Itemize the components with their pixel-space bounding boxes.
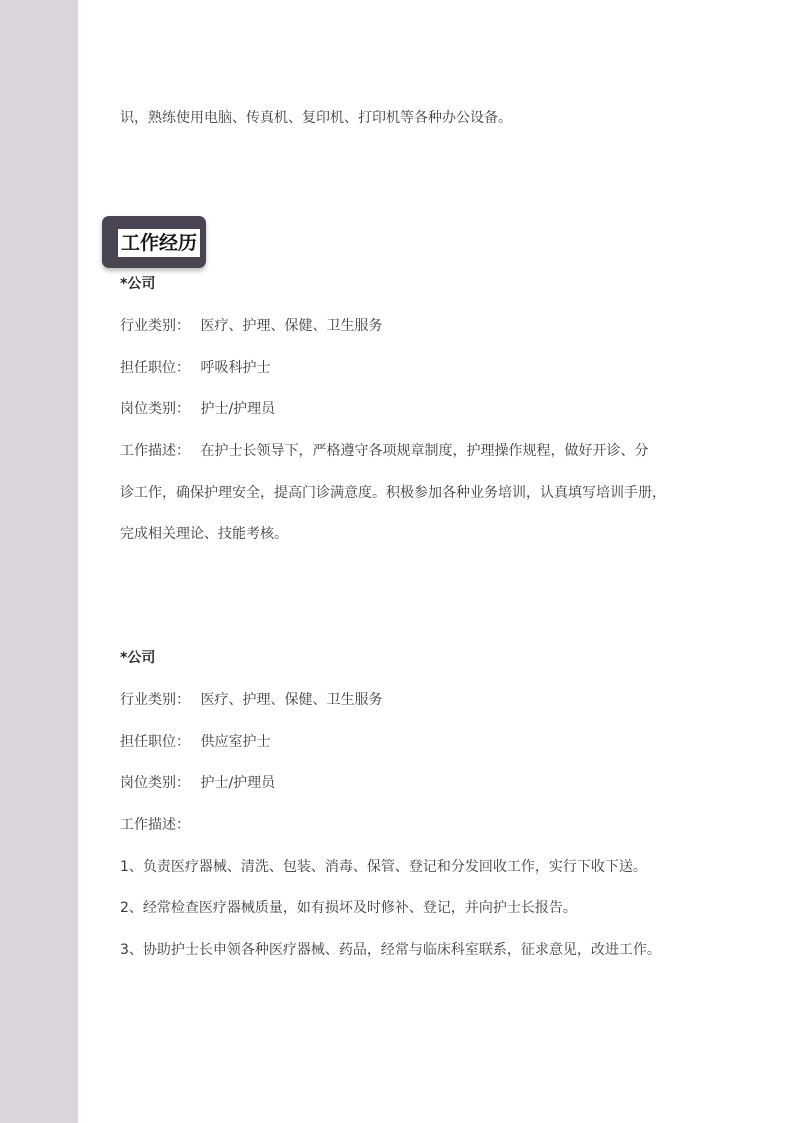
job-2-category-value: 护士/护理员 [200, 775, 276, 791]
job-1-category-value: 护士/护理员 [200, 401, 276, 417]
section-title: 工作经历 [118, 229, 200, 257]
job-2-desc-line-1: 1、负责医疗器械、清洗、包装、消毒、保管、登记和分发回收工作，实行下收下送。 [120, 859, 647, 875]
job-2-industry-label: 行业类别： [120, 692, 190, 708]
job-2-industry-value: 医疗、护理、保健、卫生服务 [200, 692, 383, 708]
job-2-category-row [120, 773, 275, 793]
job-1-desc-line-2: 诊工作，确保护理安全，提高门诊满意度。积极参加各种业务培训，认真填写培训手册， [120, 485, 666, 501]
job-1-industry-row [120, 316, 382, 336]
job-2-company: *公司 [120, 650, 156, 666]
job-1-category-label: 岗位类别： [120, 401, 190, 417]
job-1-desc-label: 工作描述： [120, 443, 190, 459]
job-2-position-label: 担任职位： [120, 734, 190, 750]
job-1-position-value: 呼吸科护士 [200, 360, 271, 376]
resume-page [120, 0, 740, 1123]
job-2-desc-label: 工作描述： [120, 817, 190, 833]
left-sidebar-stripe [0, 0, 78, 1123]
job-2-position-value: 供应室护士 [200, 734, 271, 750]
job-1-position-row [120, 358, 270, 378]
job-1-desc-line-3: 完成相关理论、技能考核。 [120, 526, 288, 542]
job-2-desc-line-3: 3、协助护士长申领各种医疗器械、药品，经常与临床科室联系，征求意见，改进工作。 [120, 942, 661, 958]
job-2-position-row [120, 732, 270, 752]
job-1-desc-row [120, 441, 648, 461]
intro-text: 识，熟练使用电脑、传真机、复印机、打印机等各种办公设备。 [120, 110, 512, 126]
job-1-industry-label: 行业类别： [120, 318, 190, 334]
job-2-desc-line-2: 2、经常检查医疗器械质量，如有损坏及时修补、登记，并向护士长报告。 [120, 900, 577, 916]
job-2-industry-row [120, 690, 382, 710]
job-1-desc-line-1: 在护士长领导下，严格遵守各项规章制度，护理操作规程，做好开诊、分 [200, 443, 649, 459]
job-1-category-row [120, 399, 275, 419]
job-1-position-label: 担任职位： [120, 360, 190, 376]
job-1-company: *公司 [120, 276, 156, 292]
job-1-industry-value: 医疗、护理、保健、卫生服务 [200, 318, 383, 334]
job-2-category-label: 岗位类别： [120, 775, 190, 791]
